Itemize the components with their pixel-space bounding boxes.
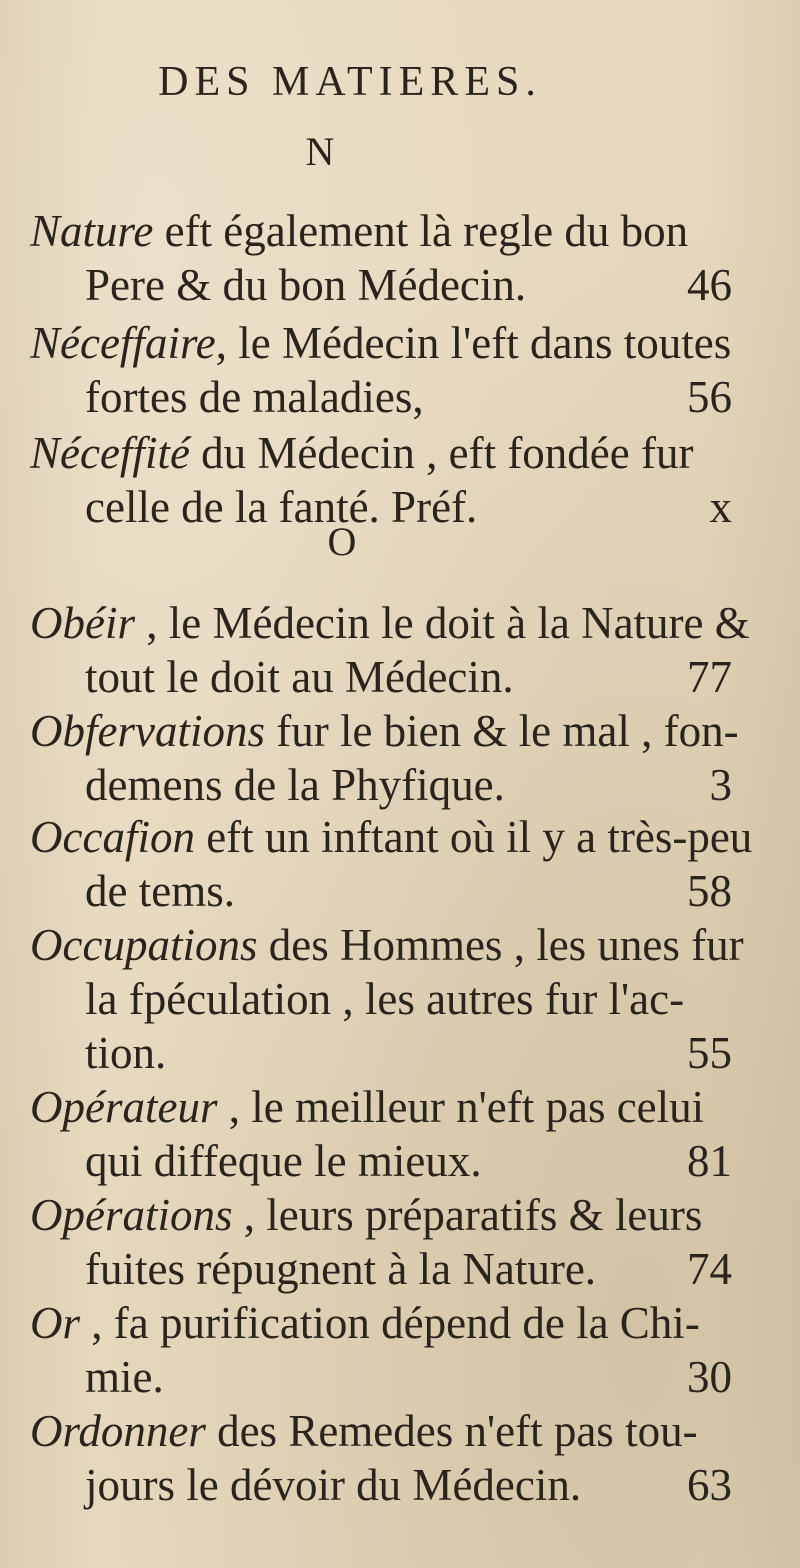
entry-text: Pere & du bon Médecin. xyxy=(85,260,527,310)
page-number: 56 xyxy=(687,372,732,422)
index-entry-occafion xyxy=(30,810,760,918)
entry-text: la fpéculation , les autres fur l'ac- xyxy=(85,974,685,1024)
entry-keyword: Occafion xyxy=(30,812,195,862)
index-entry-nature xyxy=(30,204,760,312)
entry-text: des Remedes n'eft pas tou- xyxy=(205,1406,698,1456)
entry-line xyxy=(30,704,760,758)
page-number: 63 xyxy=(687,1460,732,1510)
entry-line xyxy=(30,1404,760,1458)
page-number: 55 xyxy=(687,1028,732,1078)
index-entry-obfervations xyxy=(30,704,760,812)
entry-keyword: Obéir xyxy=(30,598,135,648)
entry-text: demens de la Phyfique. xyxy=(85,760,505,810)
entry-line xyxy=(30,1296,760,1350)
section-letter-n: N xyxy=(305,129,335,174)
entry-line xyxy=(30,1242,760,1296)
index-entry-or xyxy=(30,1296,760,1404)
page-number: 58 xyxy=(687,866,732,916)
entry-text: , leurs préparatifs & leurs xyxy=(232,1190,703,1240)
entry-line xyxy=(30,1458,760,1512)
entry-line xyxy=(30,1026,760,1080)
entry-keyword: Opérations xyxy=(30,1190,233,1240)
entry-keyword: Or xyxy=(30,1298,81,1348)
entry-text: , fa purification dépend de la Chi- xyxy=(80,1298,700,1348)
entry-line xyxy=(30,810,760,864)
index-entry-operations xyxy=(30,1188,760,1296)
section-letter-o: O xyxy=(327,519,357,564)
page-number: x xyxy=(709,482,732,532)
page-number: 46 xyxy=(687,260,732,310)
entry-text: fuites répugnent à la Nature. xyxy=(85,1244,597,1294)
entry-text: mie. xyxy=(85,1352,164,1402)
entry-text: jours le dévoir du Médecin. xyxy=(85,1460,582,1510)
entry-text: des Hommes , les unes fur xyxy=(257,920,744,970)
entry-line xyxy=(30,426,760,480)
index-entry-operateur xyxy=(30,1080,760,1188)
entry-keyword: Néceffaire xyxy=(30,318,216,368)
entry-keyword: Ordonner xyxy=(30,1406,206,1456)
entry-keyword: Obfervations xyxy=(30,706,265,756)
entry-text: du Médecin , eft fondée fur xyxy=(189,428,694,478)
entry-line xyxy=(30,1134,760,1188)
entry-text: , le meilleur n'eft pas celui xyxy=(217,1082,705,1132)
entry-text: fortes de maladies, xyxy=(85,372,424,422)
entry-line xyxy=(30,596,760,650)
entry-line xyxy=(30,918,760,972)
entry-line xyxy=(30,864,760,918)
index-entry-occupations xyxy=(30,918,760,1080)
running-head: DES MATIERES. xyxy=(158,59,542,105)
entry-line xyxy=(30,758,760,812)
entry-line xyxy=(30,1188,760,1242)
entry-line xyxy=(30,1080,760,1134)
page-number: 30 xyxy=(687,1352,732,1402)
entry-text: fur le bien & le mal , fon- xyxy=(264,706,739,756)
entry-text: , le Médecin le doit à la Nature & xyxy=(135,598,750,648)
index-entry-ordonner xyxy=(30,1404,760,1512)
entry-line xyxy=(30,650,760,704)
entry-text: qui diffeque le mieux. xyxy=(85,1136,482,1186)
entry-line xyxy=(30,1350,760,1404)
entry-text: de tems. xyxy=(85,866,235,916)
entry-line xyxy=(30,370,760,424)
page-number: 77 xyxy=(687,652,732,702)
index-entry-obeir xyxy=(30,596,760,704)
entry-line xyxy=(30,972,760,1026)
entry-keyword: Néceffité xyxy=(30,428,190,478)
entry-keyword: Nature xyxy=(30,206,154,256)
entry-line xyxy=(30,316,760,370)
page-number: 3 xyxy=(709,760,732,810)
page-number: 81 xyxy=(687,1136,732,1186)
entry-text: celle de la fanté. Préf. xyxy=(85,482,478,532)
index-entry-neceffaire xyxy=(30,316,760,424)
entry-line xyxy=(30,204,760,258)
entry-text: tout le doit au Médecin. xyxy=(85,652,514,702)
entry-text: tion. xyxy=(85,1028,167,1078)
entry-keyword: Occupations xyxy=(30,920,258,970)
entry-text: , le Médecin l'eft dans toutes xyxy=(215,318,732,368)
page-number: 74 xyxy=(687,1244,732,1294)
entry-text: eft un inftant où il y a très-peu xyxy=(194,812,753,862)
entry-keyword: Opérateur xyxy=(30,1082,218,1132)
entry-text: eft également là regle du bon xyxy=(153,206,689,256)
entry-line xyxy=(30,258,760,312)
